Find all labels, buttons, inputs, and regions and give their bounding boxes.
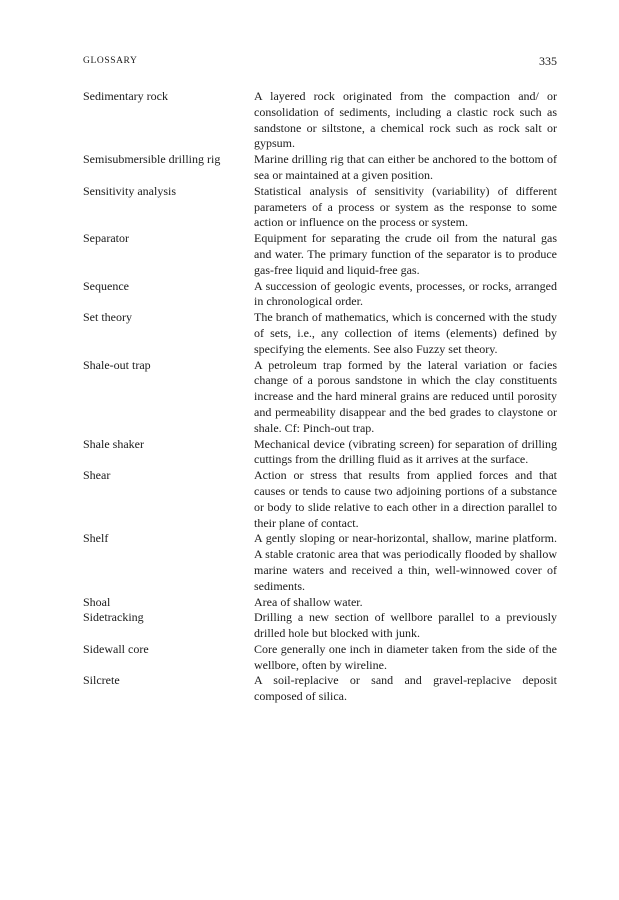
glossary-entry [83, 610, 557, 642]
glossary-definition: A soil-replacive or sand and gravel-replacive deposit composed of silica. [254, 673, 557, 704]
glossary-entry [83, 184, 557, 231]
running-head-title: GLOSSARY [83, 56, 138, 66]
glossary-entry [83, 89, 557, 152]
glossary-definition: Core generally one inch in diameter taken from the side of the wellbore, often by wireline. [254, 641, 557, 672]
glossary-definition: Statistical analysis of sensitivity (variability) of different parameters of a process or system as the response to some action or influence on the process or system. [254, 183, 557, 230]
glossary-definition: A petroleum trap formed by the lateral variation or facies change of a porous sandstone in which the clay constituents increase and the hard mineral grains are reduced until porosity and permeability disappear and the bed grades to claystone or shale. Cf: Pinch-out trap. [254, 357, 557, 435]
glossary-term: Silcrete [83, 673, 120, 688]
glossary-definition: A succession of geologic events, processes, or rocks, arranged in chronological order. [254, 278, 557, 309]
glossary-entry [83, 231, 557, 278]
glossary-definition: Area of shallow water. [254, 594, 363, 609]
glossary-term: Sensitivity analysis [83, 183, 176, 198]
glossary-term: Sedimentary rock [83, 89, 168, 103]
glossary-entry [83, 279, 557, 311]
glossary-definition: Drilling a new section of wellbore parallel to a previously drilled hole but blocked with junk. [254, 610, 557, 641]
glossary-term: Shale-out trap [83, 357, 151, 372]
glossary-definition: The branch of mathematics, which is concerned with the study of sets, i.e., any collection of items (elements) defined by specifying the elements. See also Fuzzy set theory. [254, 310, 557, 356]
glossary-term: Separator [83, 231, 129, 246]
glossary-entry [83, 642, 557, 674]
glossary-definition: A layered rock originated from the compaction and/ or consolidation of sediments, including a clastic rock such as sandstone or siltstone, a chemical rock such as rock salt or gypsum. [254, 89, 557, 151]
glossary-term: Semisubmersible drilling rig [83, 152, 221, 167]
page-number: 335 [539, 54, 557, 68]
glossary-term: Shale shaker [83, 436, 144, 451]
glossary-term: Shelf [83, 531, 109, 546]
glossary-entry [83, 673, 557, 705]
glossary-term: Shoal [83, 594, 111, 609]
glossary-entry [83, 595, 557, 611]
glossary-entry [83, 468, 557, 531]
glossary-definition: Action or stress that results from applied forces and that causes or tends to cause two adjoining portions of a substance or body to slide relative to each other in a direction parallel to their plane of contact. [254, 468, 557, 530]
glossary-entries [83, 89, 557, 705]
glossary-term: Sequence [83, 278, 129, 293]
glossary-definition: Marine drilling rig that can either be anchored to the bottom of sea or maintained at a given position. [254, 152, 557, 182]
glossary-entry [83, 152, 557, 184]
glossary-definition: Equipment for separating the crude oil from the natural gas and water. The primary function of the separator is to produce gas-free liquid and liquid-free gas. [254, 231, 557, 277]
glossary-term: Set theory [83, 310, 132, 325]
glossary-entry [83, 358, 557, 437]
glossary-term: Sidewall core [83, 641, 149, 656]
glossary-entry [83, 531, 557, 594]
glossary-term: Sidetracking [83, 610, 144, 625]
glossary-definition: A gently sloping or near-horizontal, shallow, marine platform. A stable cratonic area that was periodically flooded by shallow marine waters and received a thin, well-winnowed cover of sediments. [254, 531, 557, 593]
glossary-definition: Mechanical device (vibrating screen) for separation of drilling cuttings from the drilling fluid as it arrives at the surface. [254, 436, 557, 467]
glossary-entry [83, 437, 557, 469]
glossary-entry [83, 310, 557, 357]
running-head [83, 56, 557, 70]
glossary-term: Shear [83, 468, 111, 483]
